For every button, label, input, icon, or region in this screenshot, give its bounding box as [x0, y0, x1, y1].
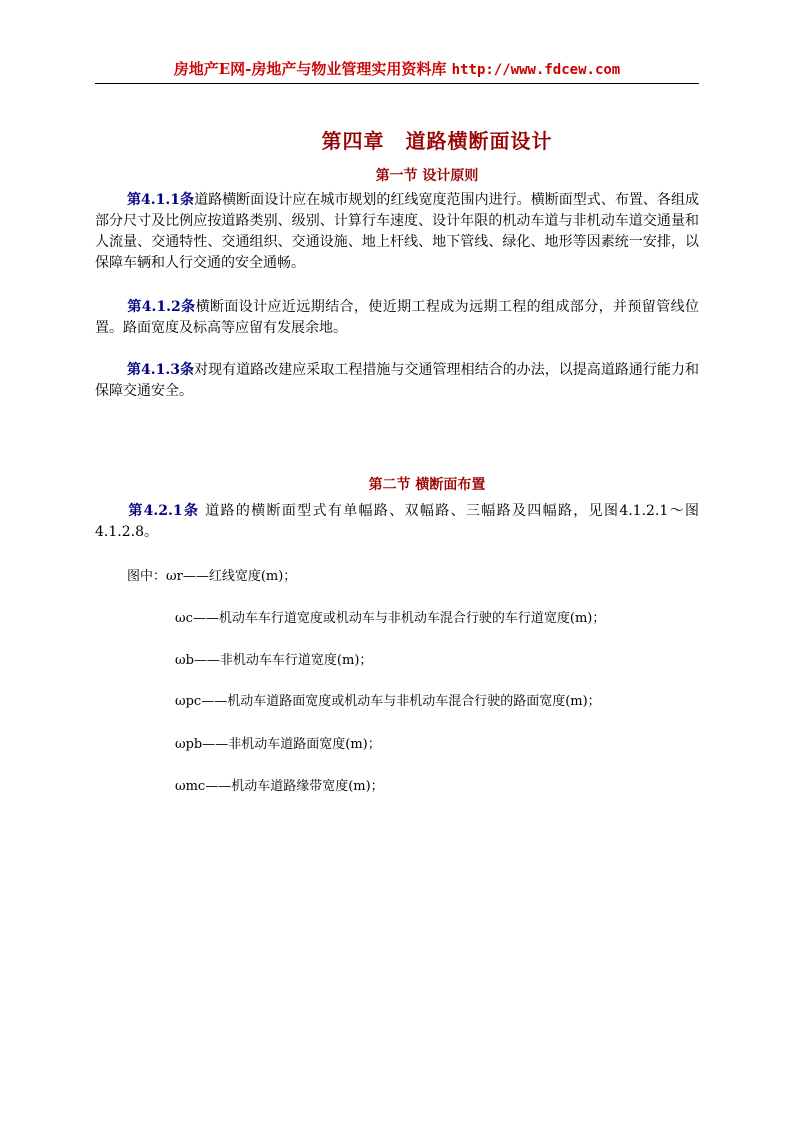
header-divider	[95, 83, 699, 84]
clause-paragraph	[95, 190, 699, 274]
clause-number: 第4.1.1条	[127, 192, 195, 208]
clause-text: 道路的横断面型式有单幅路、双幅路、三幅路及四幅路，见图4.1.2.1～图4.1.2.8。	[95, 503, 699, 540]
clause-text: 道路横断面设计应在城市规划的红线宽度范围内进行。横断面型式、布置、各组成部分尺寸及比例应按道路类别、级别、计算行车速度、设计年限的机动车道与非机动车道交通量和人流量、交通特性、交通组织、交通设施、地上杆线、地下管线、绿化、地形等因素统一安排，以保障车辆和人行交通的安全通畅。	[95, 192, 699, 271]
section-title-2: 第二节 横断面布置	[368, 477, 486, 493]
clause-text: 横断面设计应近远期结合，使近期工程成为远期工程的组成部分，并预留管线位置。路面宽度及标高等应留有发展余地。	[95, 299, 699, 336]
chapter-title: 第四章 道路横断面设计	[321, 129, 553, 153]
clause-paragraph	[95, 501, 699, 543]
clause-number: 第4.2.1条	[127, 503, 200, 519]
clause-number: 第4.1.2条	[127, 299, 196, 315]
clause-paragraph	[95, 360, 699, 402]
legend-item: ωpb——非机动车道路面宽度(m)；	[175, 737, 381, 752]
site-title: 房地产E网-房地产与物业管理实用资料库	[173, 60, 447, 78]
clause-number: 第4.1.3条	[127, 362, 195, 378]
legend-item: ωmc——机动车道路缘带宽度(m)；	[175, 779, 384, 794]
clause-paragraph	[95, 297, 699, 339]
page-header	[95, 58, 699, 84]
legend-item: ωc——机动车车行道宽度或机动车与非机动车混合行驶的车行道宽度(m)；	[175, 611, 606, 626]
legend-item: ωpc——机动车道路面宽度或机动车与非机动车混合行驶的路面宽度(m)；	[175, 694, 601, 709]
section-title-1: 第一节 设计原则	[375, 168, 479, 184]
clause-text: 对现有道路改建应采取工程措施与交通管理相结合的办法，以提高道路通行能力和保障交通安全。	[95, 362, 699, 399]
legend-item: ωb——非机动车车行道宽度(m)；	[175, 653, 373, 668]
legend-label: 图中：ωr——红线宽度(m)；	[127, 569, 297, 584]
site-url[interactable]: http://www.fdcew.com	[451, 62, 621, 78]
